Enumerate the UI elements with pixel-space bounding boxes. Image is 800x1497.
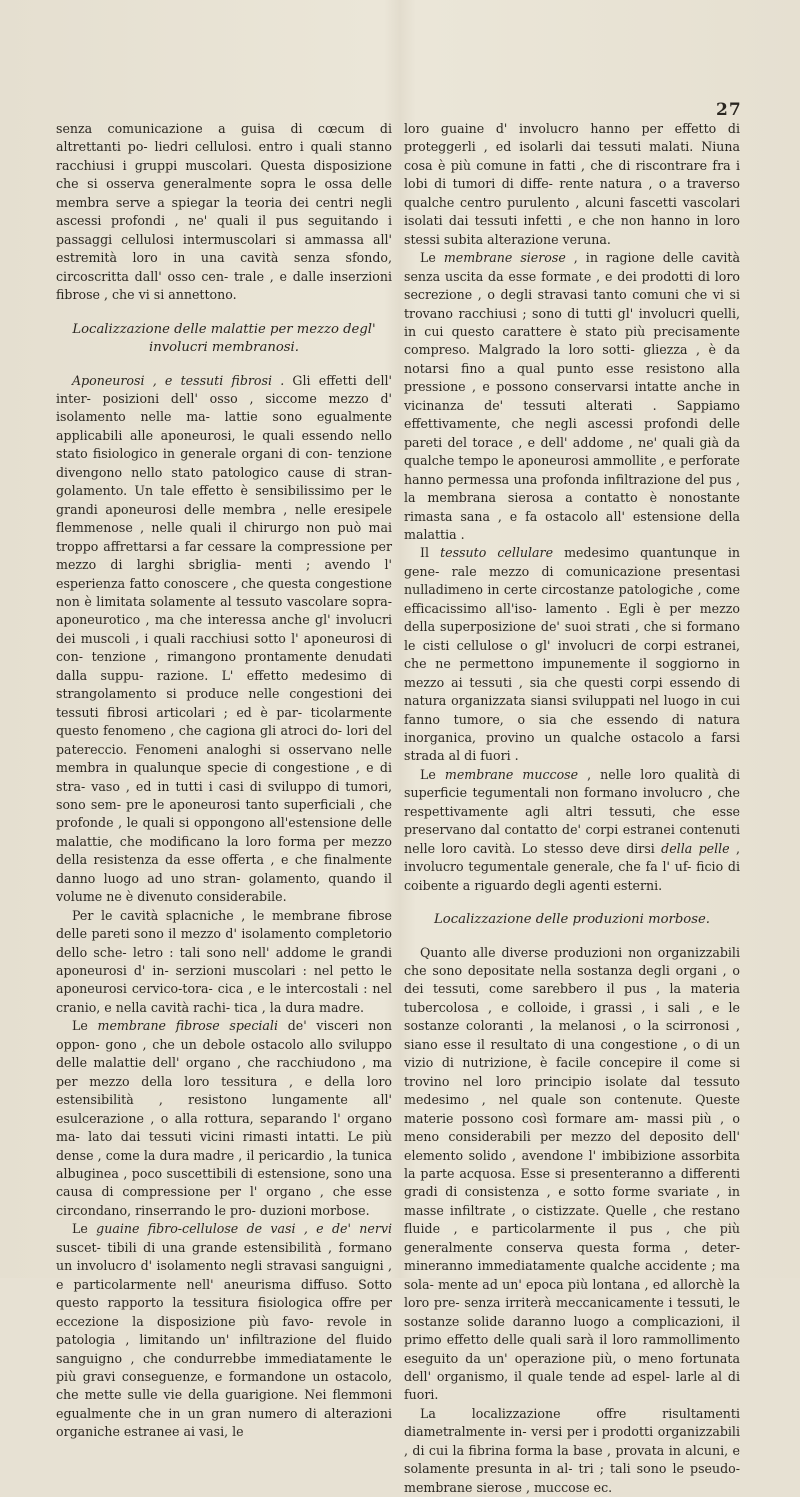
left-column <box>56 120 392 1442</box>
paragraph <box>404 249 740 544</box>
paragraph: La localizzazione offre risultamenti diametralmente in- versi per i prodotti organizzabili , di cui la fibrina forma la base , provata in alcuni, e solamente presunta in al- tri ; tali sono le pseudo-membrane sierose , muccose ec. <box>404 1405 740 1495</box>
term: guaine fibro-cellulose de vasi , e de' nervi <box>96 1221 392 1237</box>
page-number: 27 <box>716 100 742 120</box>
paragraph: senza comunicazione a guisa di cœcum di altrettanti po- liedri cellulosi. entro i quali stanno racchiusi i gruppi muscolari. Questa disposizione che si osserva generalmente sopra le ossa delle membra serve a spiegar la teoria dei centri negli ascessi profondi , ne' quali il pus seguitando i passaggi cellulosi intermuscolari si ammassa all' estremità loro in una cavità senza sfondo, circoscritta dall' osso cen- trale , e dalle inserzioni fibrose , che vi si annettono. <box>56 121 392 303</box>
lead-term: Aponeurosi , e tessuti fibrosi . <box>72 372 285 388</box>
term: della pelle <box>661 840 730 856</box>
paragraph-text: suscet- tibili di una grande estensibilità , formano un involucro d' isolamento negli stravasi sanguigni , e particolarmente nell' aneurisma diffuso. Sotto questo rapporto la tessitura fisiologica offre per eccezione la disposizione più favo- revole in patologia , limitando un' infiltrazione del fluido sanguigno , che condurrebbe immediatamente le più gravi conseguenze, e formandone un ostacolo, che mette sulle vie della guarigione. Nei flemmoni egualmente che in un gran numero di alterazioni organiche estranee ai vasi, le <box>56 1239 392 1440</box>
paragraph-text: , in ragione delle cavità senza uscita da esse formate , e dei prodotti di loro secrezione , o degli stravasi tanto comuni che vi si trovano racchiusi ; sono di tutti gl' involucri quelli, in cui questo carattere è stato più precisamente compreso. Malgrado la loro sotti- gliezza , è da notarsi fino a qual punto esse resistono alla pressione , e possono conservarsi intatte anche in vicinanza de' tessuti alterati . Sappiamo effettivamente, che negli ascessi profondi delle pareti del torace , e dell' addome , ne' quali già da qualche tempo le aponeurosi ammollite , e perforate hanno permessa una profonda infiltrazione del pus , la membrana sierosa a contatto è nonostante rimasta sana , e fa ostacolo all' estensione della malattia . <box>404 250 741 542</box>
term: membrane sierose <box>443 250 566 266</box>
term: membrane fibrose speciali <box>97 1018 278 1034</box>
section-heading: Localizzazione delle produzioni morbose. <box>434 912 710 928</box>
paragraph: Per le cavità splacniche , le membrane fibrose delle pareti sono il mezzo d' isolamento completorio dello sche- letro : tali sono nell' addome le grandi aponeurosi d' in- serzioni muscolari : nel petto le aponeurosi cervico-tora- cica , e le intercostali : nel cranio, e nella cavità rachi- tica , la dura madre. <box>56 907 392 1015</box>
paragraph <box>56 1220 392 1441</box>
term: membrane muccose <box>444 766 579 782</box>
paragraph-text: , involucro tegumentale generale, che fa l' uf- ficio di coibente a riguardo degli agenti esterni. <box>404 840 740 893</box>
paragraph-text: medesimo quantunque in gene- rale mezzo di comunicazione presentasi nulladimeno in certe circostanze patologiche , come efficacissimo all'iso- lamento . Egli è per mezzo della superposizione de' suoi strati , che si formano le cisti cellulose o gl' involucri de corpi estranei, che ne permettono impunemente il soggiorno in mezzo ai tessuti , sia che questi corpi essendo di natura organizzata siansi sviluppati nel luogo in cui fanno tumore, o sia che essendo di natura inorganica, provino un qualche ostacolo a farsi strada al di fuori . <box>404 545 740 764</box>
paragraph-text: Le <box>420 250 444 266</box>
paragraph: loro guaine d' involucro hanno per effetto di proteggerli , ed isolarli dai tessuti malati. Niuna cosa è più comune in fatti , che di riscontrare fra i lobi di tumori di diffe- rente natura , o a traverso qualche centro purulento , alcuni fascetti vascolari isolati dai tessuti infetti , e che non hanno in loro stessi subita alterazione veruna. <box>404 121 740 247</box>
paragraph-text: , nelle loro qualità di superficie tegumentali non formano involucro , che respettivamente agli altri tessuti, che esse preservano dal contatto de' corpi estranei contenuti nelle loro cavità. Lo stesso deve dirsi <box>404 766 741 856</box>
paragraph: Quanto alle diverse produzioni non organizzabili che sono depositate nella sostanza degli organi , o dei tessuti, come sarebbero il pus , la materia tubercolosa , e colloide, i grassi , i sali , e le sostanze coloranti , la melanosi , o la scirronosi , siano esse il resultato di una congestione , o di un vizio di nutrizione, è facile concepire il come si trovino nel loro principio isolate dal tessuto medesimo , nel quale son contenute. Queste materie possono così formare am- massi più , o meno considerabili per mezzo del deposito dell' elemento solido , avendone l' imbibizione assorbita la parte acquosa. Esse si presenteranno a differenti gradi di consistenza , e sotto forme svariate , in masse infiltrate , o cistizzate. Quelle , che restano fluide , e particolarmente il pus , che più generalmente conserva questa forma , deter- mineranno immediatamente qualche accidente ; ma sola- mente ad un' epoca più lontana , ed allorchè la loro pre- senza irriterà meccanicamente i tessuti, le sostanze solide daranno luogo a complicazioni, il primo effetto delle quali sarà il loro rammollimento eseguito da un' operazione più, o meno fortunata dell' organismo, il quale tende ad espel- larle al di fuori. <box>404 944 740 1403</box>
paragraph-text: Le <box>72 1018 98 1034</box>
paragraph-text: Le <box>72 1221 97 1237</box>
paragraph-text: Le <box>420 766 445 782</box>
paragraph-text: de' visceri non oppon- gono , che un debole ostacolo allo sviluppo delle malattie dell' organo , che racchiudono , ma per mezzo della loro tessitura , e della loro estensibilità , resistono lungamente all' esulcerazione , o alla rottura, separando l' organo ma- lato dai tessuti vicini rimasti intatti. Le più dense , come la dura madre , il pericardio , la tunica albuginea , poco suscettibili di estensione, sono una causa di compressione per l' organo , che esse circondano, rinserrando le pro- duzioni morbose. <box>56 1018 393 1218</box>
right-column <box>404 120 740 1497</box>
paragraph <box>404 544 740 765</box>
paragraph <box>56 372 392 907</box>
paragraph-text: Gli effetti dell' inter- posizioni dell' osso , siccome mezzo d' isolamento nelle ma- lattie sono egualmente applicabili alle aponeurosi, le quali essendo nello stato fisiologico in generale organi di con- tenzione divengono nello stato patologico cause di stran- golamento. Un tale effetto è sensibilissimo per le grandi aponeurosi delle membra , nelle eresipele flemmenose , nelle quali il chirurgo non può mai troppo affrettarsi a far cessare la compressione per mezzo di larghi sbriglia- menti ; avendo l' esperienza fatto conoscere , che questa congestione non è limitata solamente al tessuto vascolare sopra-aponeurotico , ma che interessa anche gl' involucri dei muscoli , i quali racchiusi sotto l' aponeurosi di con- tenzione , rimangono prontamente denudati dalla suppu- razione. L' effetto medesimo di strangolamento si produce nelle congestioni dei tessuti fibrosi articolari ; ed è par- ticolarmente questo fenomeno , che cagiona gli atroci do- lori del patereccio. Fenomeni analoghi si osservano nelle membra in qualunque specie di congestione , e di stra- vaso , ed in tutti i casi di sviluppo di tumori, sono sem- pre le aponeurosi tanto superficiali , che profonde , le quali si oppongono all'estensione delle malattie, che modificano la loro forma per mezzo della resistenza da esse offerta , e che finalmente danno luogo ad uno stran- golamento, quando il volume ne è divenuto considerabile. <box>56 372 392 905</box>
term: tessuto cellulare <box>440 545 554 561</box>
paragraph <box>404 766 740 895</box>
paragraph-text: Il <box>420 545 441 561</box>
section-heading: Localizzazione delle malattie per mezzo degl' involucri membranosi. <box>72 321 376 356</box>
paragraph <box>56 1017 392 1220</box>
